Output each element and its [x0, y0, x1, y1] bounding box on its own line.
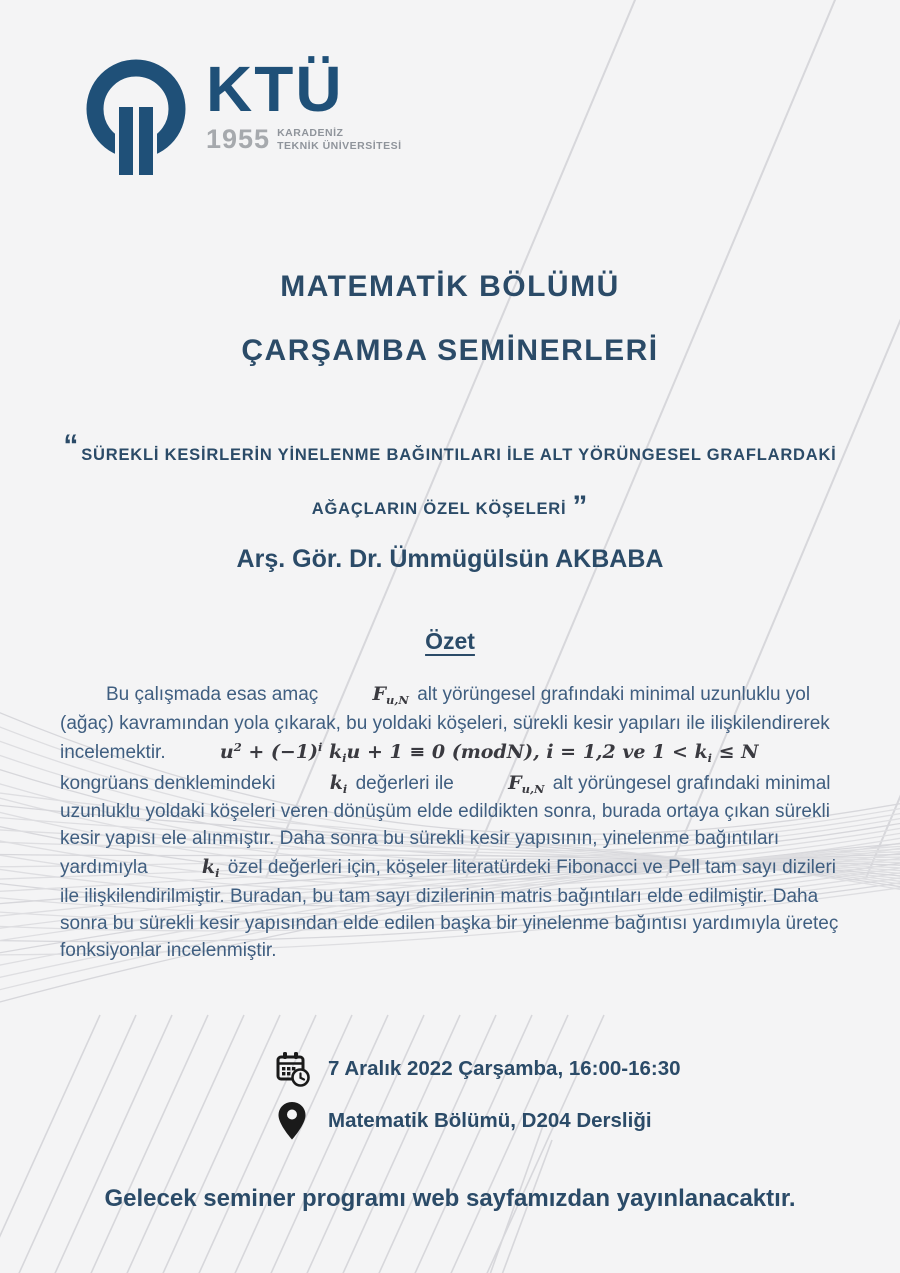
seminar-series-title: ÇARŞAMBA SEMİNERLERİ: [241, 334, 659, 367]
math-expression: $F_{u,N}$: [508, 771, 545, 796]
abstract-heading-wrap: [0, 628, 900, 655]
seminar-title: [50, 429, 850, 523]
seminar-title-line1: “ SÜREKLİ KESİRLERİN YİNELENME BAĞINTILARI İLE ALT YÖRÜNGESEL GRAFLARDAKİ: [63, 429, 837, 464]
location-row: [272, 1100, 681, 1142]
abstract-heading: Özet: [425, 628, 475, 654]
logo-wordmark: [206, 55, 402, 155]
logo-subtext: [206, 124, 402, 155]
logo-year: 1955: [206, 124, 271, 155]
university-logo: [78, 55, 402, 181]
seminar-title-line2: AĞAÇLARIN ÖZEL KÖŞELERİ ”: [311, 489, 589, 523]
datetime-row: [272, 1048, 681, 1090]
calendar-clock-icon: [272, 1048, 312, 1090]
math-expression: $k_i$: [201, 856, 220, 881]
department-title: MATEMATİK BÖLÜMÜ: [280, 270, 620, 303]
logo-university-name: KARADENİZ TEKNİK ÜNİVERSİTESİ: [277, 126, 402, 152]
abstract-paragraph: Bu çalışmada esas amaç $F_{u,N}$ alt yörüngesel grafındaki minimal uzunluklu yol (ağaç) kavramından yola çıkarak, bu yoldaki köşeleri, sürekli kesir yapıları ile ilişkilendirerek incelemektir. $u^2 + (-1)^i$ $k_iu + 1 \equiv 0$ (modN), i = 1,2 ve $1 < k_i \le N$ kongrüans denklemindeki $k_i$ değerleri ile $F_{u,N}$ alt yörüngesel grafındaki minimal uzunluklu yoldaki köşeleri veren dönüşüm elde edildikten sonra, burada ortaya çıkan sürekli kesir yapısı ele alınmıştır. Daha sonra bu sürekli kesir yapısının, yinelenme bağıntıları yardımıyla $k_i$ özel değerleri için, köşeler literatürdeki Fibonacci ve Pell tam sayı dizileri ile ilişkilendirilmiştir. Buradan, bu tam sayı dizilerinin matris bağıntıları elde edilmiştir. Daha sonra bu sürekli kesir yapısından elde edilen başka bir yinelenme bağıntısı yardımıyla üreteç fonksiyonlar incelenmiştir.: [60, 680, 842, 965]
event-details: [272, 1048, 681, 1152]
ktu-emblem-icon: [78, 55, 200, 181]
abstract-section: [60, 680, 842, 965]
department-header: [0, 270, 900, 368]
datetime-text: 7 Aralık 2022 Çarşamba, 16:00-16:30: [328, 1057, 681, 1080]
math-expression: $u^2 + (-1)^i$ $k_iu + 1 \equiv 0$ (modN), i = 1,2 ve $1 < k_i \le N$: [219, 740, 759, 766]
footer-note: Gelecek seminer programı web sayfamızdan yayınlanacaktır.: [104, 1185, 796, 1212]
map-pin-icon: [272, 1100, 312, 1142]
speaker-name: Arş. Gör. Dr. Ümmügülsün AKBABA: [236, 545, 664, 573]
logo-acronym: KTÜ: [206, 53, 344, 125]
math-expression: $F_{u,N}$: [372, 683, 409, 707]
math-expression: $k_i$: [329, 771, 348, 796]
location-text: Matematik Bölümü, D204 Dersliği: [328, 1109, 652, 1132]
